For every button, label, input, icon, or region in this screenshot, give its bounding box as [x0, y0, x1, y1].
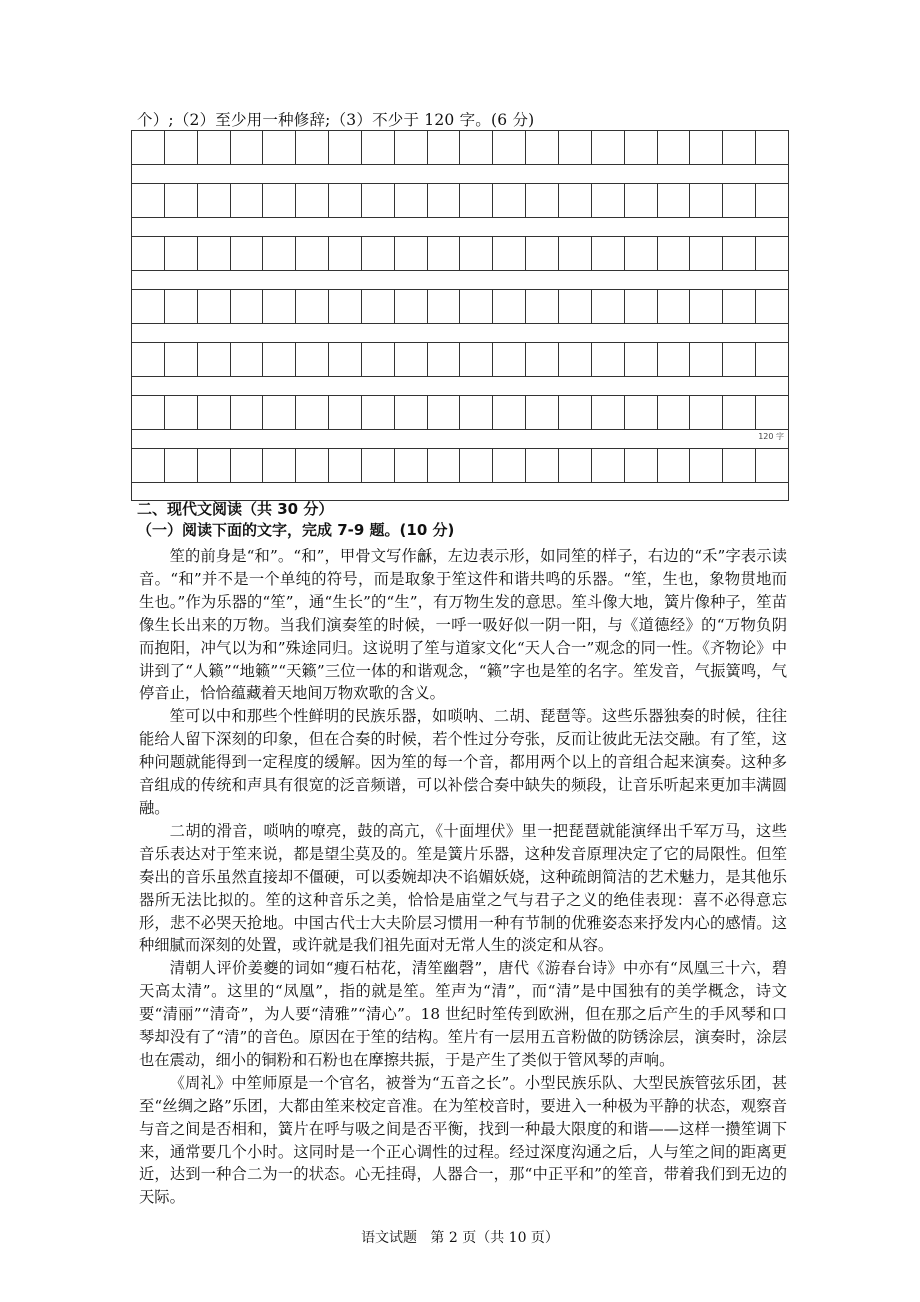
grid-cell[interactable] [559, 343, 592, 376]
grid-cell[interactable] [132, 131, 165, 164]
grid-cell[interactable] [592, 290, 625, 323]
grid-cell[interactable] [362, 184, 395, 217]
page-footer: 语文试题 第 2 页（共 10 页） [361, 1230, 559, 1246]
grid-cell[interactable] [658, 131, 691, 164]
grid-cell[interactable] [296, 449, 329, 482]
grid-cell[interactable] [231, 343, 264, 376]
word-count-label: 120 字 [758, 432, 784, 441]
grid-cell[interactable] [198, 131, 231, 164]
grid-cell[interactable] [526, 343, 559, 376]
grid-cell[interactable] [198, 290, 231, 323]
grid-cell[interactable] [625, 343, 658, 376]
grid-cell[interactable] [329, 343, 362, 376]
grid-cell[interactable] [756, 396, 788, 429]
grid-row [131, 342, 789, 377]
grid-cell[interactable] [559, 290, 592, 323]
grid-cell[interactable] [428, 184, 461, 217]
grid-cell[interactable] [493, 237, 526, 270]
grid-cell[interactable] [460, 184, 493, 217]
grid-cell[interactable] [493, 343, 526, 376]
article-paragraph: 笙的前身是“和”。“和”，甲骨文写作龢，左边表示形，如同笙的样子，右边的“禾”字表示读音。“和”并不是一个单纯的符号，而是取象于笙这件和谐共鸣的乐器。“笙，生也，象物贯地而生也。”作为乐器的“笙”，通“生长”的“生”，有万物生发的意思。笙斗像大地，簧片像种子，笙苗像生长出来的万物。当我们演奏笙的时候，一呼一吸好似一阴一阳，与《道德经》的“万物负阴而抱阳，冲气以为和”殊途同归。这说明了笙与道家文化“天人合一”观念的同一性。《齐物论》中讲到了“人籁”“地籁”“天籁”三位一体的和谐观念，“籁”字也是笙的名字。笙发音，气振簧鸣，气停音止，恰恰蕴藏着天地间万物欢歌的含义。 [139, 547, 787, 703]
grid-cell[interactable] [625, 131, 658, 164]
grid-cell[interactable] [165, 396, 198, 429]
grid-cell[interactable] [231, 184, 264, 217]
grid-cell[interactable] [690, 290, 723, 323]
grid-cell[interactable] [658, 290, 691, 323]
grid-cell[interactable] [592, 184, 625, 217]
grid-gap [131, 377, 789, 395]
grid-cell[interactable] [231, 396, 264, 429]
grid-cell[interactable] [625, 449, 658, 482]
grid-cell[interactable] [329, 449, 362, 482]
grid-cell[interactable] [460, 237, 493, 270]
grid-gap [131, 430, 789, 448]
grid-cell[interactable] [231, 290, 264, 323]
grid-cell[interactable] [723, 184, 756, 217]
grid-cell[interactable] [263, 449, 296, 482]
grid-cell[interactable] [395, 184, 428, 217]
grid-cell[interactable] [460, 449, 493, 482]
grid-cell[interactable] [493, 396, 526, 429]
grid-cell[interactable] [625, 184, 658, 217]
article-body [139, 545, 787, 1209]
grid-cell[interactable] [296, 343, 329, 376]
grid-cell[interactable] [690, 184, 723, 217]
grid-cell[interactable] [526, 449, 559, 482]
grid-row [131, 289, 789, 324]
article-paragraph: 清朝人评价姜夔的词如“瘦石枯花，清笙幽磬”，唐代《游春台诗》中亦有“凤凰三十六，碧天高太清”。这里的“凤凰”，指的就是笙。笙声为“清”，而“清”是中国独有的美学概念，诗文要“清丽”“清奇”，为人要“清雅”“清心”。18 世纪时笙传到欧洲，但在那之后产生的手风琴和口琴却没有了“清”的音色。原因在于笙的结构。笙片有一层用五音粉做的防锈涂层，演奏时，涂层也在震动，细小的铜粉和石粉也在摩擦共振，于是产生了类似于管风琴的声响。 [139, 959, 787, 1069]
grid-cell[interactable] [592, 131, 625, 164]
grid-cell[interactable] [263, 184, 296, 217]
grid-cell[interactable] [756, 184, 788, 217]
grid-cell[interactable] [296, 131, 329, 164]
grid-cell[interactable] [559, 131, 592, 164]
grid-cell[interactable] [395, 131, 428, 164]
grid-cell[interactable] [428, 449, 461, 482]
grid-cell[interactable] [460, 396, 493, 429]
grid-cell[interactable] [723, 343, 756, 376]
grid-cell[interactable] [296, 396, 329, 429]
grid-cell[interactable] [296, 184, 329, 217]
grid-cell[interactable] [132, 290, 165, 323]
grid-cell[interactable] [690, 237, 723, 270]
grid-cell[interactable] [329, 184, 362, 217]
grid-cell[interactable] [690, 131, 723, 164]
grid-cell[interactable] [362, 237, 395, 270]
grid-cell[interactable] [165, 237, 198, 270]
grid-cell[interactable] [658, 237, 691, 270]
grid-cell[interactable] [165, 184, 198, 217]
article-paragraph: 笙可以中和那些个性鲜明的民族乐器，如唢呐、二胡、琵琶等。这些乐器独奏的时候，往往能给人留下深刻的印象，但在合奏的时候，若个性过分夸张，反而让彼此无法交融。有了笙，这种问题就能得到一定程度的缓解。因为笙的每一个音，都用两个以上的音组合起来演奏。这种多音组成的传统和声具有很宽的泛音频谱，可以补偿合奏中缺失的频段，让音乐听起来更加丰满圆融。 [139, 707, 787, 817]
article-paragraph: 《周礼》中笙师原是一个官名，被誉为“五音之长”。小型民族乐队、大型民族管弦乐团，甚至“丝绸之路”乐团，大都由笙来校定音准。在为笙校音时，要进入一种极为平静的状态，观察音与音之间是否相和，簧片在呼与吸之间是否平衡，找到一种最大限度的和谐——这样一攒笙调下来，通常要几个小时。这同时是一个正心调性的过程。经过深度沟通之后，人与笙之间的距离更近，达到一种合二为一的状态。心无挂碍，人器合一，那“中正平和”的笙音，带着我们到无边的天际。 [139, 1073, 787, 1207]
grid-gap [131, 324, 789, 342]
grid-cell[interactable] [263, 343, 296, 376]
section-title: 二、现代文阅读（共 30 分） [137, 500, 334, 518]
grid-cell[interactable] [592, 396, 625, 429]
grid-cell[interactable] [493, 290, 526, 323]
grid-cell[interactable] [493, 131, 526, 164]
grid-row [131, 448, 789, 483]
grid-cell[interactable] [362, 449, 395, 482]
grid-cell[interactable] [165, 290, 198, 323]
grid-cell[interactable] [165, 449, 198, 482]
grid-cell[interactable] [165, 343, 198, 376]
grid-cell[interactable] [460, 290, 493, 323]
grid-cell[interactable] [526, 184, 559, 217]
grid-cell[interactable] [723, 449, 756, 482]
grid-cell[interactable] [559, 237, 592, 270]
grid-cell[interactable] [231, 131, 264, 164]
grid-cell[interactable] [329, 396, 362, 429]
grid-cell[interactable] [526, 131, 559, 164]
grid-cell[interactable] [198, 343, 231, 376]
grid-cell[interactable] [723, 290, 756, 323]
grid-row [131, 395, 789, 430]
grid-cell[interactable] [395, 343, 428, 376]
grid-cell[interactable] [658, 449, 691, 482]
grid-cell[interactable] [362, 290, 395, 323]
grid-row [131, 183, 789, 218]
grid-cell[interactable] [690, 396, 723, 429]
grid-cell[interactable] [756, 131, 788, 164]
grid-cell[interactable] [592, 449, 625, 482]
grid-cell[interactable] [559, 449, 592, 482]
grid-cell[interactable] [526, 237, 559, 270]
grid-cell[interactable] [263, 396, 296, 429]
grid-cell[interactable] [428, 396, 461, 429]
grid-cell[interactable] [460, 131, 493, 164]
grid-cell[interactable] [296, 290, 329, 323]
grid-cell[interactable] [559, 396, 592, 429]
grid-cell[interactable] [723, 131, 756, 164]
grid-cell[interactable] [395, 290, 428, 323]
grid-cell[interactable] [132, 237, 165, 270]
grid-cell[interactable] [263, 237, 296, 270]
grid-cell[interactable] [723, 237, 756, 270]
grid-cell[interactable] [756, 237, 788, 270]
grid-cell[interactable] [231, 449, 264, 482]
grid-cell[interactable] [756, 290, 788, 323]
grid-cell[interactable] [428, 290, 461, 323]
grid-cell[interactable] [559, 184, 592, 217]
grid-gap [131, 165, 789, 183]
grid-cell[interactable] [428, 131, 461, 164]
grid-row [131, 236, 789, 271]
grid-cell[interactable] [395, 396, 428, 429]
grid-cell[interactable] [395, 237, 428, 270]
grid-cell[interactable] [428, 237, 461, 270]
grid-cell[interactable] [526, 396, 559, 429]
article-paragraph: 二胡的滑音，唢呐的嘹亮，鼓的高亢，《十面埋伏》里一把琵琶就能演绎出千军万马，这些音乐表达对于笙来说，都是望尘莫及的。笙是簧片乐器，这种发音原理决定了它的局限性。但笙奏出的音乐虽然直接却不僵硬，可以委婉却决不谄媚妖娆，这种疏朗简洁的艺术魅力，是其他乐器所无法比拟的。笙的这种音乐之美，恰恰是庙堂之气与君子之义的绝佳表现：喜不必得意忘形，悲不必哭天抢地。中国古代士大夫阶层习惯用一种有节制的优雅姿态来抒发内心的感情。这种细腻而深刻的处置，或许就是我们祖先面对无常人生的淡定和从容。 [139, 821, 787, 955]
grid-gap [131, 271, 789, 289]
grid-cell[interactable] [132, 396, 165, 429]
grid-cell[interactable] [690, 343, 723, 376]
grid-cell[interactable] [198, 237, 231, 270]
grid-cell[interactable] [362, 131, 395, 164]
grid-cell[interactable] [756, 343, 788, 376]
grid-cell[interactable] [592, 343, 625, 376]
grid-cell[interactable] [165, 131, 198, 164]
grid-cell[interactable] [723, 396, 756, 429]
grid-cell[interactable] [625, 290, 658, 323]
grid-cell[interactable] [658, 184, 691, 217]
grid-cell[interactable] [263, 290, 296, 323]
grid-cell[interactable] [395, 449, 428, 482]
grid-cell[interactable] [658, 343, 691, 376]
grid-gap [131, 218, 789, 236]
grid-cell[interactable] [296, 237, 329, 270]
grid-cell[interactable] [428, 343, 461, 376]
grid-cell[interactable] [231, 237, 264, 270]
grid-cell[interactable] [658, 396, 691, 429]
grid-cell[interactable] [756, 449, 788, 482]
grid-cell[interactable] [329, 237, 362, 270]
grid-cell[interactable] [493, 184, 526, 217]
grid-cell[interactable] [362, 343, 395, 376]
grid-cell[interactable] [263, 131, 296, 164]
reading-subtitle: （一）阅读下面的文字，完成 7-9 题。(10 分) [137, 521, 455, 539]
grid-cell[interactable] [592, 237, 625, 270]
grid-cell[interactable] [625, 396, 658, 429]
grid-cell[interactable] [362, 396, 395, 429]
grid-cell[interactable] [526, 290, 559, 323]
grid-cell[interactable] [460, 343, 493, 376]
question-instruction: 个）;（2）至少用一种修辞;（3）不少于 120 字。(6 分) [137, 111, 535, 129]
grid-cell[interactable] [329, 290, 362, 323]
grid-cell[interactable] [329, 131, 362, 164]
grid-cell[interactable] [493, 449, 526, 482]
grid-cell[interactable] [132, 449, 165, 482]
grid-cell[interactable] [690, 449, 723, 482]
grid-cell[interactable] [132, 184, 165, 217]
grid-cell[interactable] [198, 396, 231, 429]
grid-cell[interactable] [198, 184, 231, 217]
grid-row [131, 130, 789, 165]
grid-cell[interactable] [132, 343, 165, 376]
grid-cell[interactable] [625, 237, 658, 270]
grid-cell[interactable] [198, 449, 231, 482]
